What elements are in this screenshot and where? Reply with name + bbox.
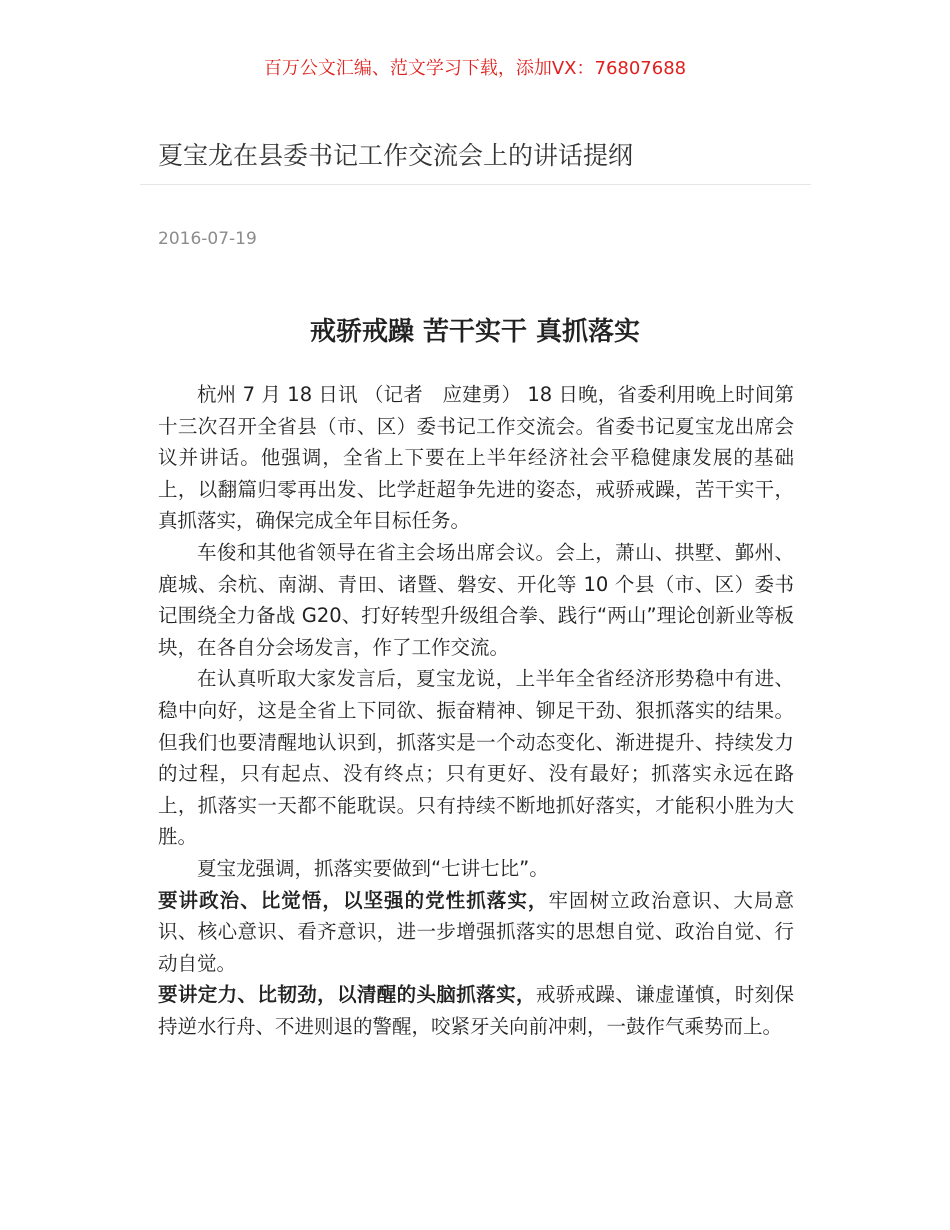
paragraph: 夏宝龙强调，抓落实要做到“七讲七比”。 (197, 856, 549, 880)
paragraph-text: 戒骄戒躁、谦虚谨慎，时刻保持逆水行舟、不进则退的警醒，咬紧牙关向前冲刺，一鼓作气乘势而上。 (158, 983, 794, 1038)
paragraph: 在认真听取大家发言后，夏宝龙说，上半年全省经济形势稳中有进、稳中向好，这是全省上下同欲、振奋精神、铆足干劲、狠抓落实的结果。但我们也要清醒地认识到，抓落实是一个动态变化、渐进提升、持续发力的过程，只有起点、没有终点；只有更好、没有最好；抓落实永远在路上，抓落实一天都不能耽误。只有持续不断地抓好落实，才能积小胜为大胜。 (158, 667, 794, 849)
article-body (158, 379, 794, 1042)
paragraph: 车俊和其他省领导在省主会场出席会议。会上，萧山、拱墅、鄞州、鹿城、余杭、南湖、青田、诸暨、磐安、开化等 10 个县（市、区）委书记围绕全力备战 G20、打好转型升级组合拳、践行“两山”理论创新业等板块，在各自分会场发言，作了工作交流。 (158, 540, 794, 659)
paragraph-text: 牢固树立政治意识、大局意识、核心意识、看齐意识，进一步增强抓落实的思想自觉、政治自觉、行动自觉。 (158, 888, 794, 975)
publish-date: 2016-07-19 (158, 229, 257, 249)
article-title: 夏宝龙在县委书记工作交流会上的讲话提纲 (158, 141, 634, 170)
paragraph (158, 885, 794, 980)
paragraph-lead: 要讲定力、比韧劲，以清醒的头脑抓落实， (158, 983, 536, 1007)
article-headline: 戒骄戒躁 苦干实干 真抓落实 (309, 317, 641, 347)
title-divider (140, 184, 811, 185)
paragraph: 杭州 7 月 18 日讯 （记者 应建勇） 18 日晚，省委利用晚上时间第十三次召开全省县（市、区）委书记工作交流会。省委书记夏宝龙出席会议并讲话。他强调，全省上下要在上半年经济社会平稳健康发展的基础上，以翻篇归零再出发、比学赶超争先进的姿态，戒骄戒躁，苦干实干，真抓落实，确保完成全年目标任务。 (158, 383, 794, 533)
paragraph-lead: 要讲政治、比觉悟，以坚强的党性抓落实， (158, 888, 549, 912)
promo-banner: 百万公文汇编、范文学习下载，添加VX：76807688 (263, 58, 687, 79)
paragraph (158, 979, 794, 1042)
